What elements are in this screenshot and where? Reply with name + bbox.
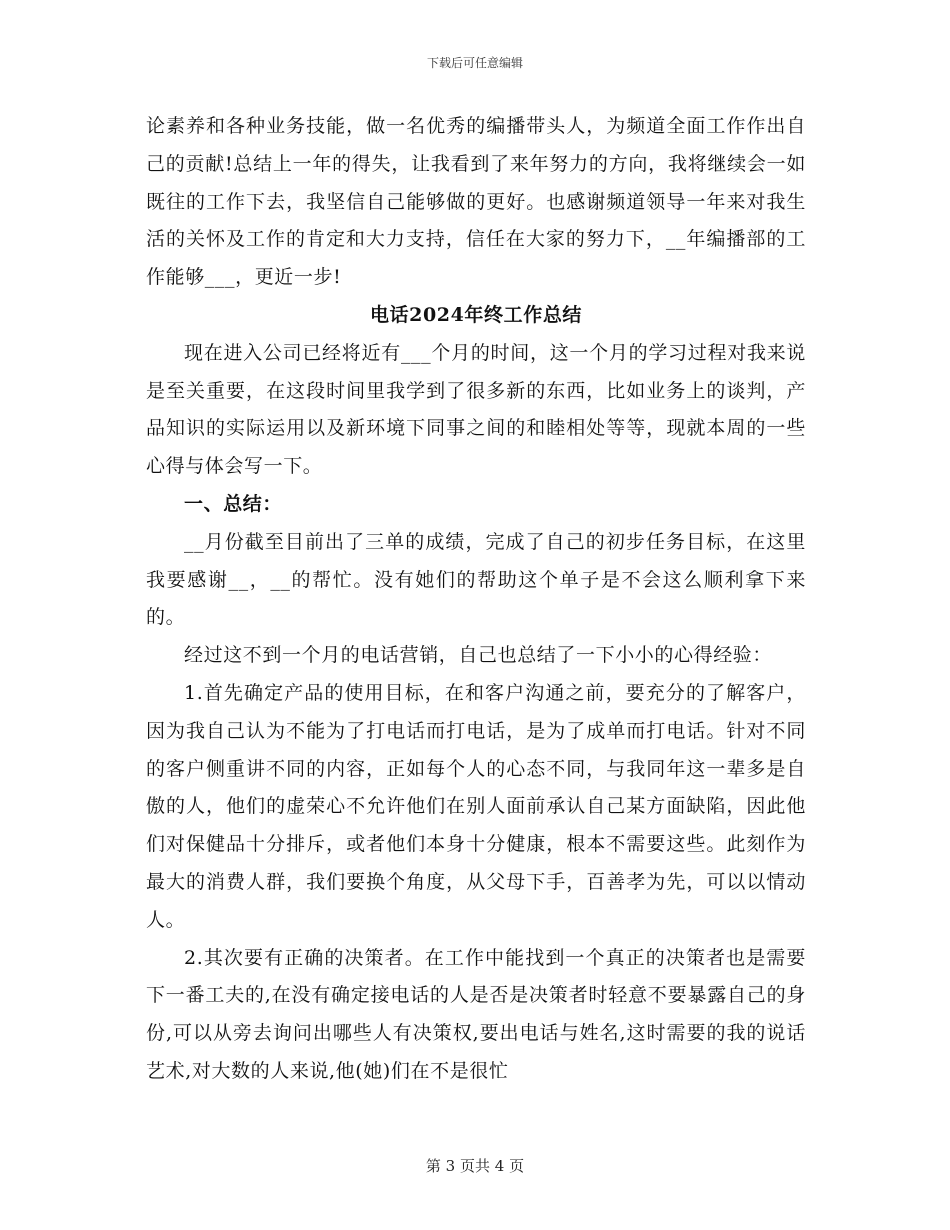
intro-paragraph: 论素养和各种业务技能，做一名优秀的编播带头人，为频道全面工作作出自己的贡献!总结上一年的得失，让我看到了来年努力的方向，我将继续会一如既往的工作下去，我坚信自己能够做的更好。也感谢频道领导一年来对我生活的关怀及工作的肯定和大力支持，信任在大家的努力下，__年编播部的工作能够___，更近一步! [146,115,806,289]
paragraph-intro-company: 现在进入公司已经将近有___个月的时间，这一个月的学习过程对我来说是至关重要，在这段时间里我学到了很多新的东西，比如业务上的谈判，产品知识的实际运用以及新环境下同事之间的和睦相处等等，现就本周的一些心得与体会写一下。 [146,341,806,478]
page-number: 第 3 页共 4 页 [425,1157,525,1175]
section-title: 电话2024年终工作总结 [369,303,583,326]
heading-summary: 一、总结： [184,492,283,515]
paragraph-results: __月份截至目前出了三单的成绩，完成了自己的初步任务目标，在这里我要感谢__，__的帮忙。没有她们的帮助这个单子是不会这么顺利拿下来的。 [146,530,806,629]
header-note: 下载后可任意编辑 [426,56,523,70]
paragraph-experience: 经过这不到一个月的电话营销，自己也总结了一下小小的心得经验： [184,644,773,667]
paragraph-point-1: 1.首先确定产品的使用目标，在和客户沟通之前，要充分的了解客户，因为我自己认为不能为了打电话而打电话，是为了成单而打电话。针对不同的客户侧重讲不同的内容，正如每个人的心态不同，与我同年这一辈多是自傲的人，他们的虚荣心不允许他们在别人面前承认自己某方面缺陷，因此他们对保健品十分排斥，或者他们本身十分健康，根本不需要这些。此刻作为最大的消费人群，我们要换个角度，从父母下手，百善孝为先，可以以情动人。 [146,681,806,931]
document-body [146,108,806,1091]
paragraph-point-2: 2.其次要有正确的决策者。在工作中能找到一个真正的决策者也是需要下一番工夫的,在没有确定接电话的人是否是决策者时轻意不要暴露自己的身份,可以从旁去询问出哪些人有决策权,要出电话与姓名,这时需要的我的说话艺术,对大数的人来说,他(她)们在不是很忙 [146,946,806,1082]
